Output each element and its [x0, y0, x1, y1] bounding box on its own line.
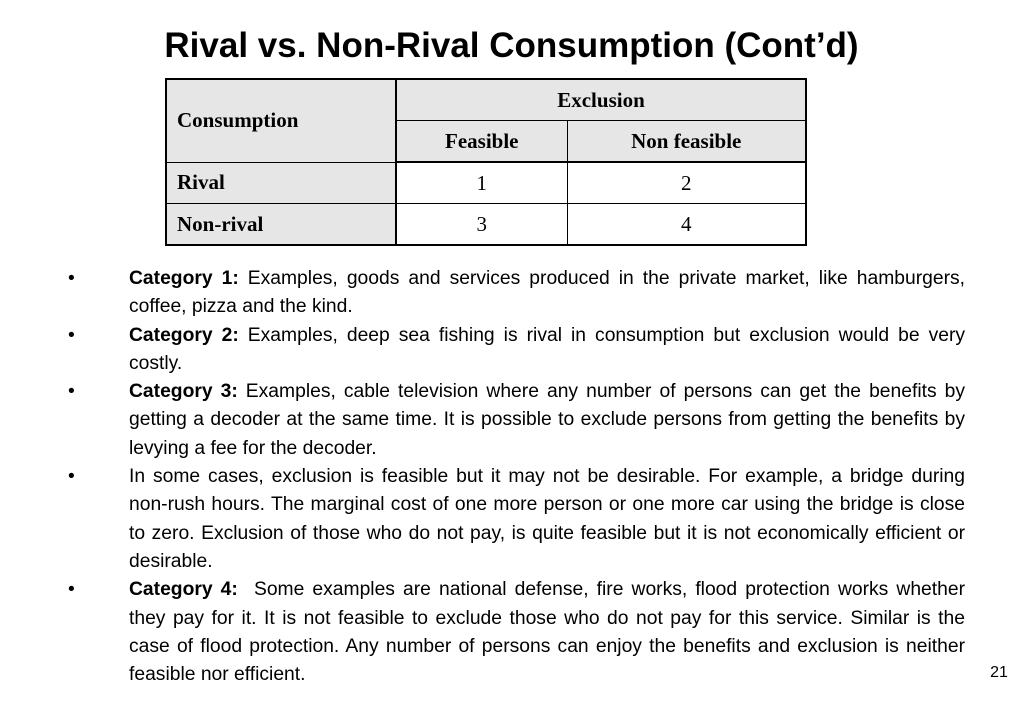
- col-header-non-feasible: Non feasible: [567, 121, 806, 163]
- row-header-rival: Rival: [166, 162, 396, 204]
- table-cell: 2: [567, 162, 806, 204]
- bullet-marker: •: [68, 381, 75, 403]
- row-header-non-rival: Non-rival: [166, 204, 396, 246]
- bullet-marker: •: [68, 324, 75, 346]
- list-item: [62, 322, 965, 379]
- bullet-text: Examples, goods and services produced in the private market, like hamburgers, coffee, pizza and the kind.: [129, 268, 965, 318]
- list-item: [62, 576, 971, 689]
- bullet-marker: •: [68, 268, 75, 289]
- table-cell: 4: [567, 204, 806, 246]
- list-item: [62, 265, 965, 322]
- bullet-list: [62, 265, 971, 689]
- bullet-text: Some examples are national defense, fire works, flood protection works whether they pay for it. It is not feasible to exclude those who do not pay for this service. Similar is the case of flood protection. Any number of persons can enjoy the benefits and exclusion is neither feasible nor efficient.: [129, 579, 971, 686]
- table-cell: 3: [396, 204, 567, 246]
- bullet-marker: •: [68, 579, 75, 601]
- bullet-heading: Category 3:: [129, 381, 238, 403]
- bullet-text: Examples, deep sea fishing is rival in consumption but exclusion would be very costly.: [129, 324, 965, 374]
- table-cell: 1: [396, 162, 567, 204]
- consumption-exclusion-table: [165, 78, 807, 246]
- list-item: [62, 463, 965, 576]
- bullet-text: Examples, cable television where any number of persons can get the benefits by getting a decoder at the same time. It is possible to exclude persons from getting the benefits by levying a fee for the decoder.: [129, 381, 966, 459]
- exclusion-group-header: Exclusion: [396, 79, 806, 121]
- slide-title: Rival vs. Non-Rival Consumption (Cont’d): [164, 26, 859, 65]
- bullet-heading: Category 1:: [129, 268, 239, 289]
- page-number: 21: [990, 664, 1008, 681]
- bullet-heading: Category 4:: [129, 579, 238, 601]
- col-header-feasible: Feasible: [396, 121, 567, 163]
- table-header-row: [166, 79, 806, 121]
- bullet-text: In some cases, exclusion is feasible but it may not be desirable. For example, a bridge during non-rush hours. The marginal cost of one more person or one more car using the bridge is close to zero. Exclusion of those who do not pay, is quite feasible but it is not economically efficient or desirable.: [129, 466, 965, 572]
- bullet-marker: •: [68, 466, 75, 488]
- table-corner-header: Consumption: [166, 79, 396, 162]
- bullet-heading: Category 2:: [129, 324, 239, 346]
- table-row: [166, 162, 806, 204]
- table-row: [166, 204, 806, 246]
- list-item: [62, 378, 965, 463]
